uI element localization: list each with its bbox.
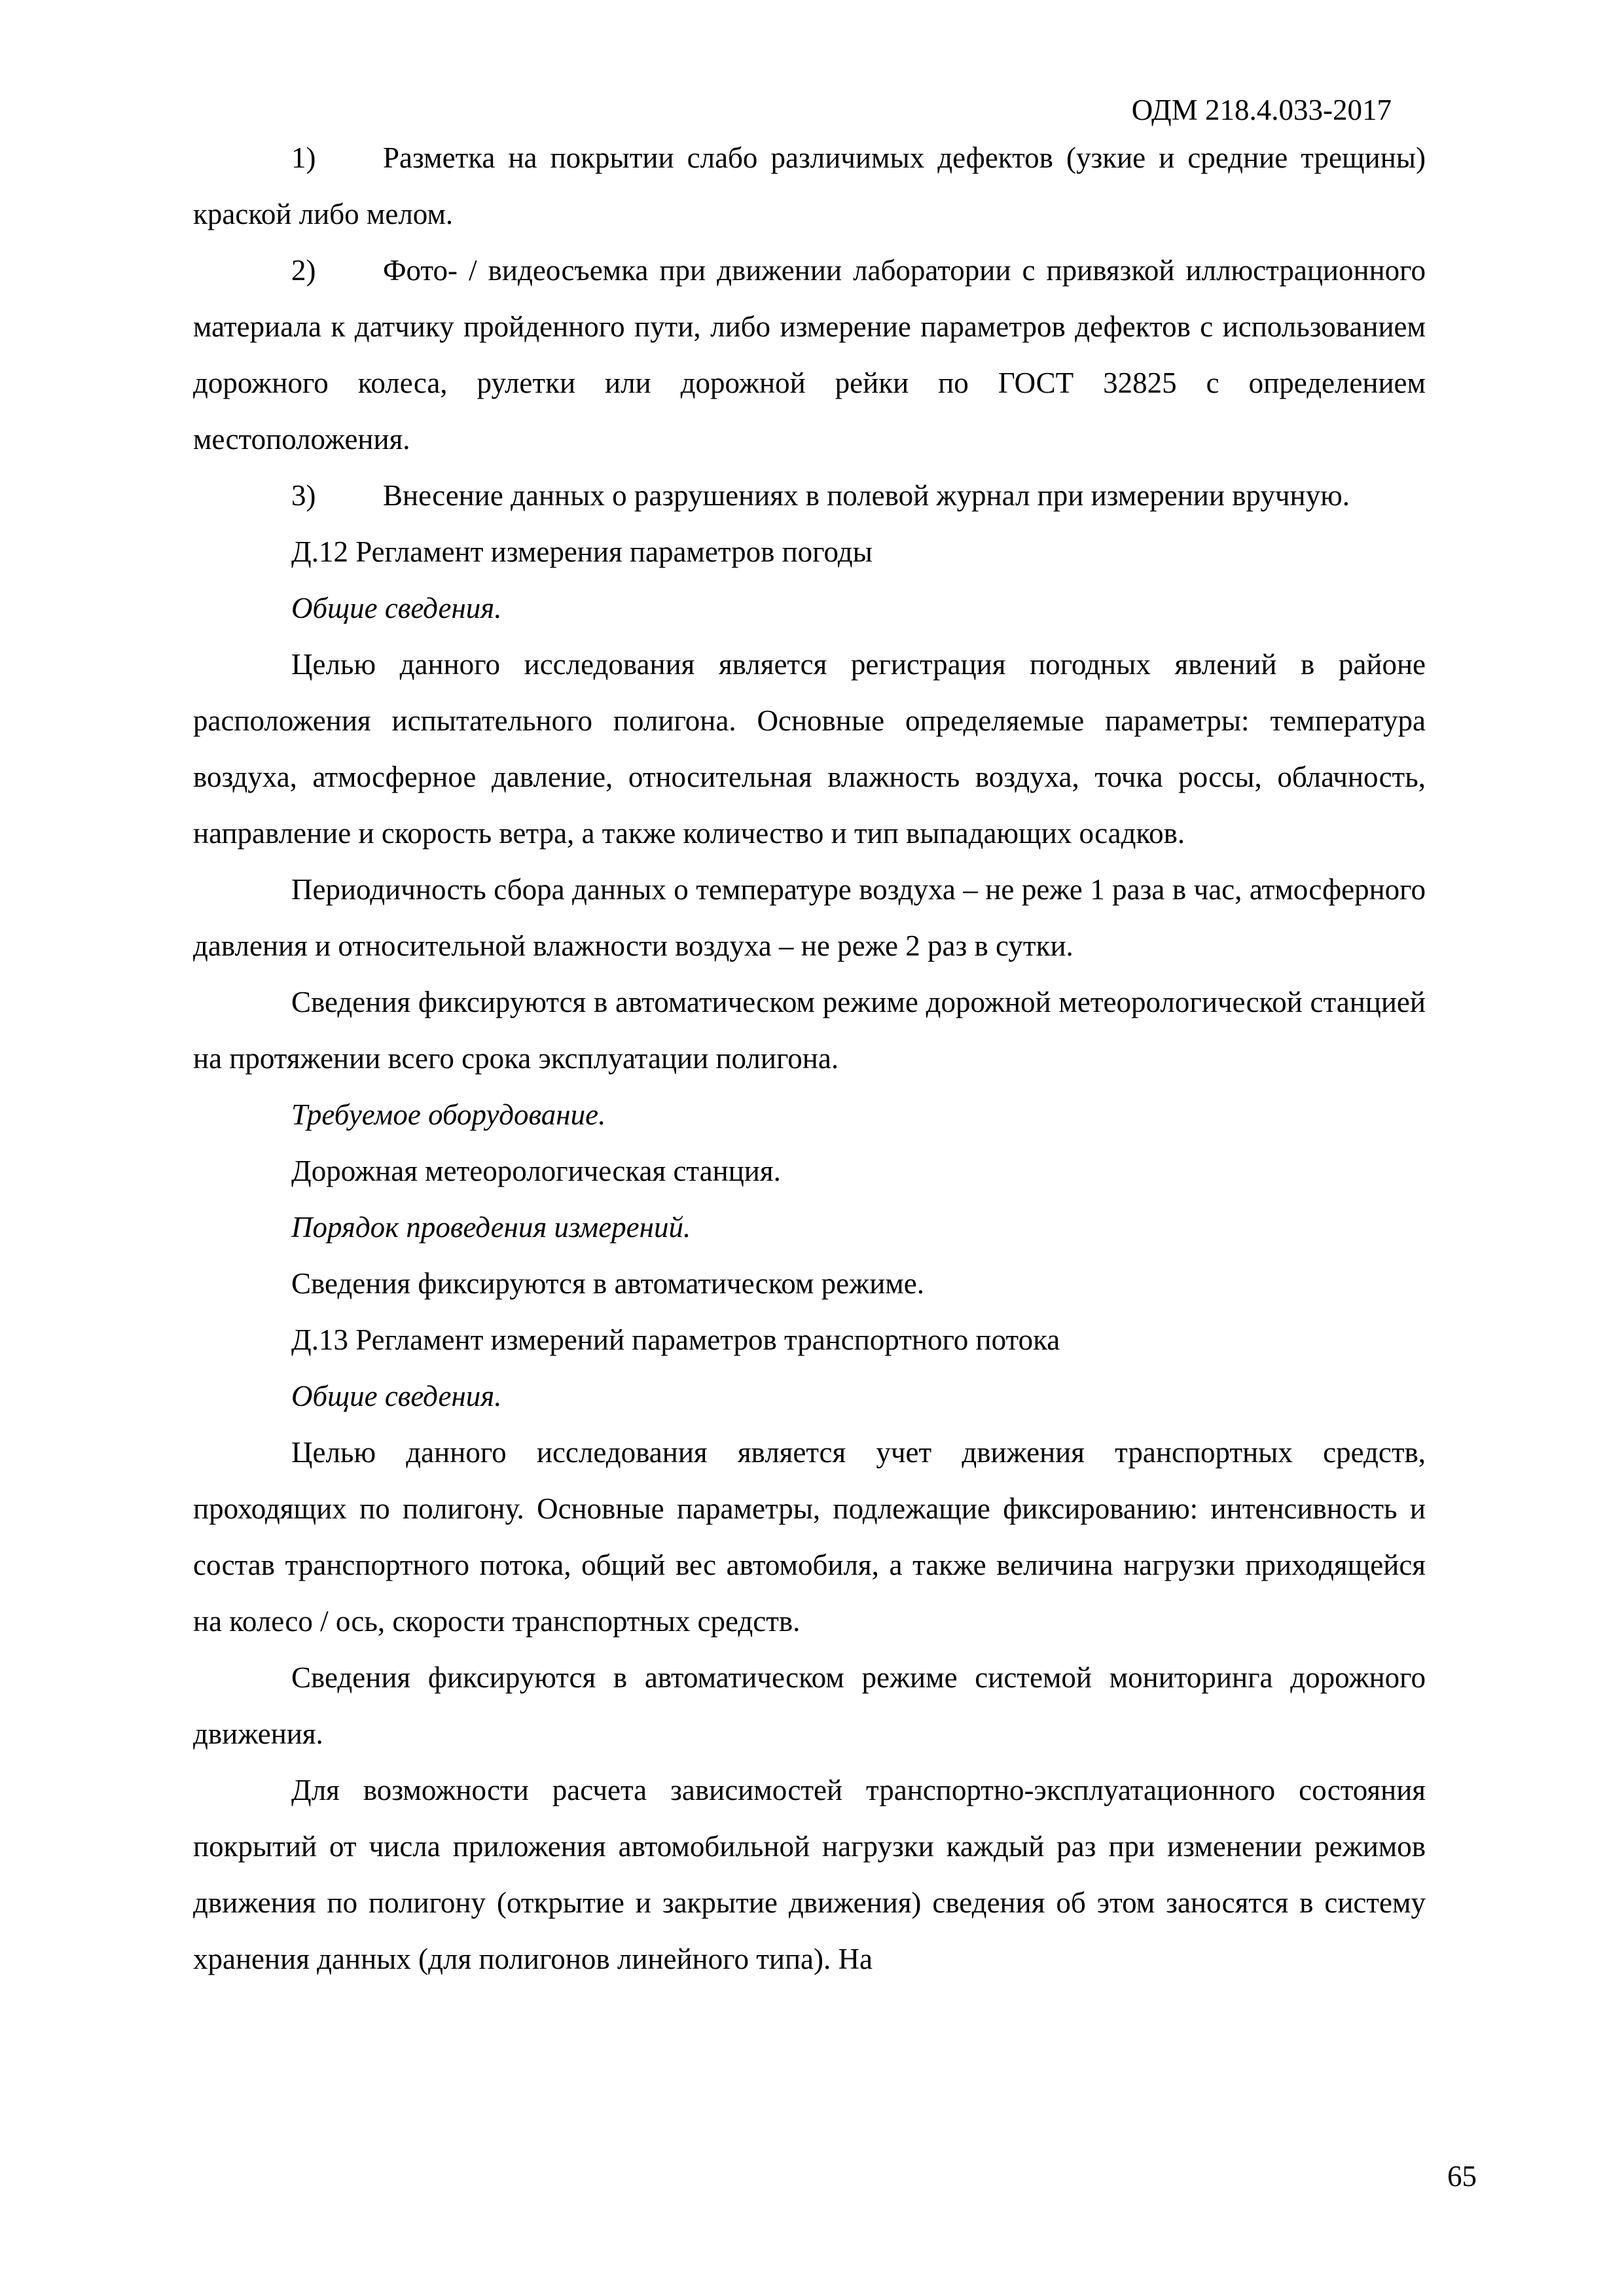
d12-equipment-text: Дорожная метеорологическая станция. <box>291 1155 781 1187</box>
d13-general-label: Общие сведения. <box>291 1380 502 1412</box>
d12-paragraph: Сведения фиксируются в автоматическом режиме дорожной метеорологической станцией на протяжении всего срока эксплуатации полигона. <box>193 986 1426 1075</box>
d13-paragraph: Сведения фиксируются в автоматическом режиме системой мониторинга дорожного движения. <box>193 1661 1426 1750</box>
list-item-number: 1) <box>291 141 316 174</box>
page-number: 65 <box>1447 2160 1477 2193</box>
d13-paragraph: Для возможности расчета зависимостей транспортно-эксплуатационного состояния покрытий от числа приложения автомобильной нагрузки каждый раз при изменении режимов движения по полигону (открытие и закрытие движения) сведения об этом заносятся в систему хранения данных (для полигонов линейного типа). На <box>193 1774 1426 1975</box>
document-body <box>193 130 1426 1987</box>
d12-paragraph: Периодичность сбора данных о температуре воздуха – не реже 1 раза в час, атмосферного давления и относительной влажности воздуха – не реже 2 раз в сутки. <box>193 873 1426 962</box>
list-item <box>193 467 1426 524</box>
d12-paragraph: Целью данного исследования является регистрация погодных явлений в районе расположения испытательного полигона. Основные определяемые параметры: температура воздуха, атмосферное давление, относительная влажность воздуха, точка россы, облачность, направление и скорость ветра, а также количество и тип выпадающих осадков. <box>193 648 1426 850</box>
list-item-text: Фото- / видеосъемка при движении лаборатории с привязкой иллюстрационного материала к датчику пройденного пути, либо измерение параметров дефектов с использованием дорожного колеса, рулетки или дорожной рейки по ГОСТ 32825 с определением местоположения. <box>193 254 1426 456</box>
d12-general-label: Общие сведения. <box>291 592 502 624</box>
list-item-text: Внесение данных о разрушениях в полевой журнал при измерении вручную. <box>383 479 1350 512</box>
section-heading-d12: Д.12 Регламент измерения параметров погоды <box>291 535 873 568</box>
d12-equipment-label: Требуемое оборудование. <box>291 1098 606 1131</box>
d12-procedure-text: Сведения фиксируются в автоматическом режиме. <box>291 1267 924 1300</box>
list-item-number: 2) <box>291 254 316 287</box>
d12-procedure-label: Порядок проведения измерений. <box>291 1211 691 1244</box>
section-heading-d13: Д.13 Регламент измерений параметров транспортного потока <box>291 1323 1060 1356</box>
document-code: ОДМ 218.4.033-2017 <box>1131 94 1392 126</box>
list-item-number: 3) <box>291 479 316 512</box>
list-item-text: Разметка на покрытии слабо различимых дефектов (узкие и средние трещины) краской либо мелом. <box>193 141 1426 230</box>
d13-paragraph: Целью данного исследования является учет движения транспортных средств, проходящих по полигону. Основные параметры, подлежащие фиксированию: интенсивность и состав транспортного потока, общий вес автомобиля, а также величина нагрузки приходящейся на колесо / ось, скорости транспортных средств. <box>193 1436 1426 1638</box>
list-item <box>193 242 1426 467</box>
list-item <box>193 130 1426 242</box>
